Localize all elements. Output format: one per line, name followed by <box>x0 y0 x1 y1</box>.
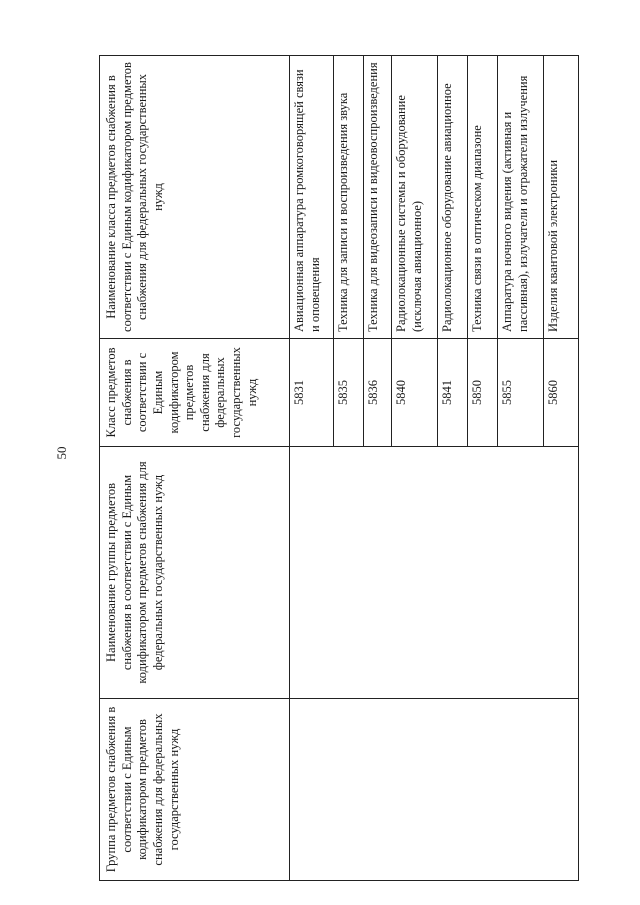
class-name-cell: Радиолокационные системы и оборудование (исключая авиационное) <box>392 56 438 339</box>
class-name-cell: Радиолокационное оборудование авиационное <box>438 56 468 339</box>
header-group-name: Наименование группы предметов снабжения в соответствии с Единым кодификатором предметов снабжения для федеральных государственных нужд <box>100 447 290 699</box>
class-name-cell: Техника для видеозаписи и видеовоспроизведения <box>364 56 392 339</box>
group-code-cell <box>290 699 579 881</box>
header-class-name: Наименование класса предметов снабжения в соответствии с Единым кодификатором предметов снабжения для федеральных государственных нужд <box>100 56 290 339</box>
table-header-row <box>100 56 290 881</box>
class-code-cell: 5855 <box>498 339 544 447</box>
group-name-cell <box>290 447 579 699</box>
class-code-cell: 5841 <box>438 339 468 447</box>
class-code-cell: 5860 <box>544 339 579 447</box>
class-name-cell: Техника для записи и воспроизведения звука <box>334 56 364 339</box>
class-name-cell: Техника связи в оптическом диапазоне <box>468 56 498 339</box>
supply-classes-table <box>99 55 579 881</box>
table-container <box>99 56 560 881</box>
header-class-code: Класс предметов снабжения в соответствии с Единым кодификатором предметов снабжения для федеральных государственных нужд <box>100 339 290 447</box>
class-code-cell: 5835 <box>334 339 364 447</box>
class-code-cell: 5836 <box>364 339 392 447</box>
class-name-cell: Изделия квантовой электроники <box>544 56 579 339</box>
header-group-code: Группа предметов снабжения в соответствии с Единым кодификатором предметов снабжения для федеральных государственных нужд <box>100 699 290 881</box>
class-name-cell: Аппаратура ночного видения (активная и пассивная), излучатели и отражатели излучения <box>498 56 544 339</box>
class-code-cell: 5850 <box>468 339 498 447</box>
class-code-cell: 5831 <box>290 339 334 447</box>
table-row <box>290 56 334 881</box>
class-name-cell: Авиационная аппаратура громкоговорящей связи и оповещения <box>290 56 334 339</box>
class-code-cell: 5840 <box>392 339 438 447</box>
page-number: 50 <box>54 446 69 460</box>
table-body <box>100 56 579 881</box>
